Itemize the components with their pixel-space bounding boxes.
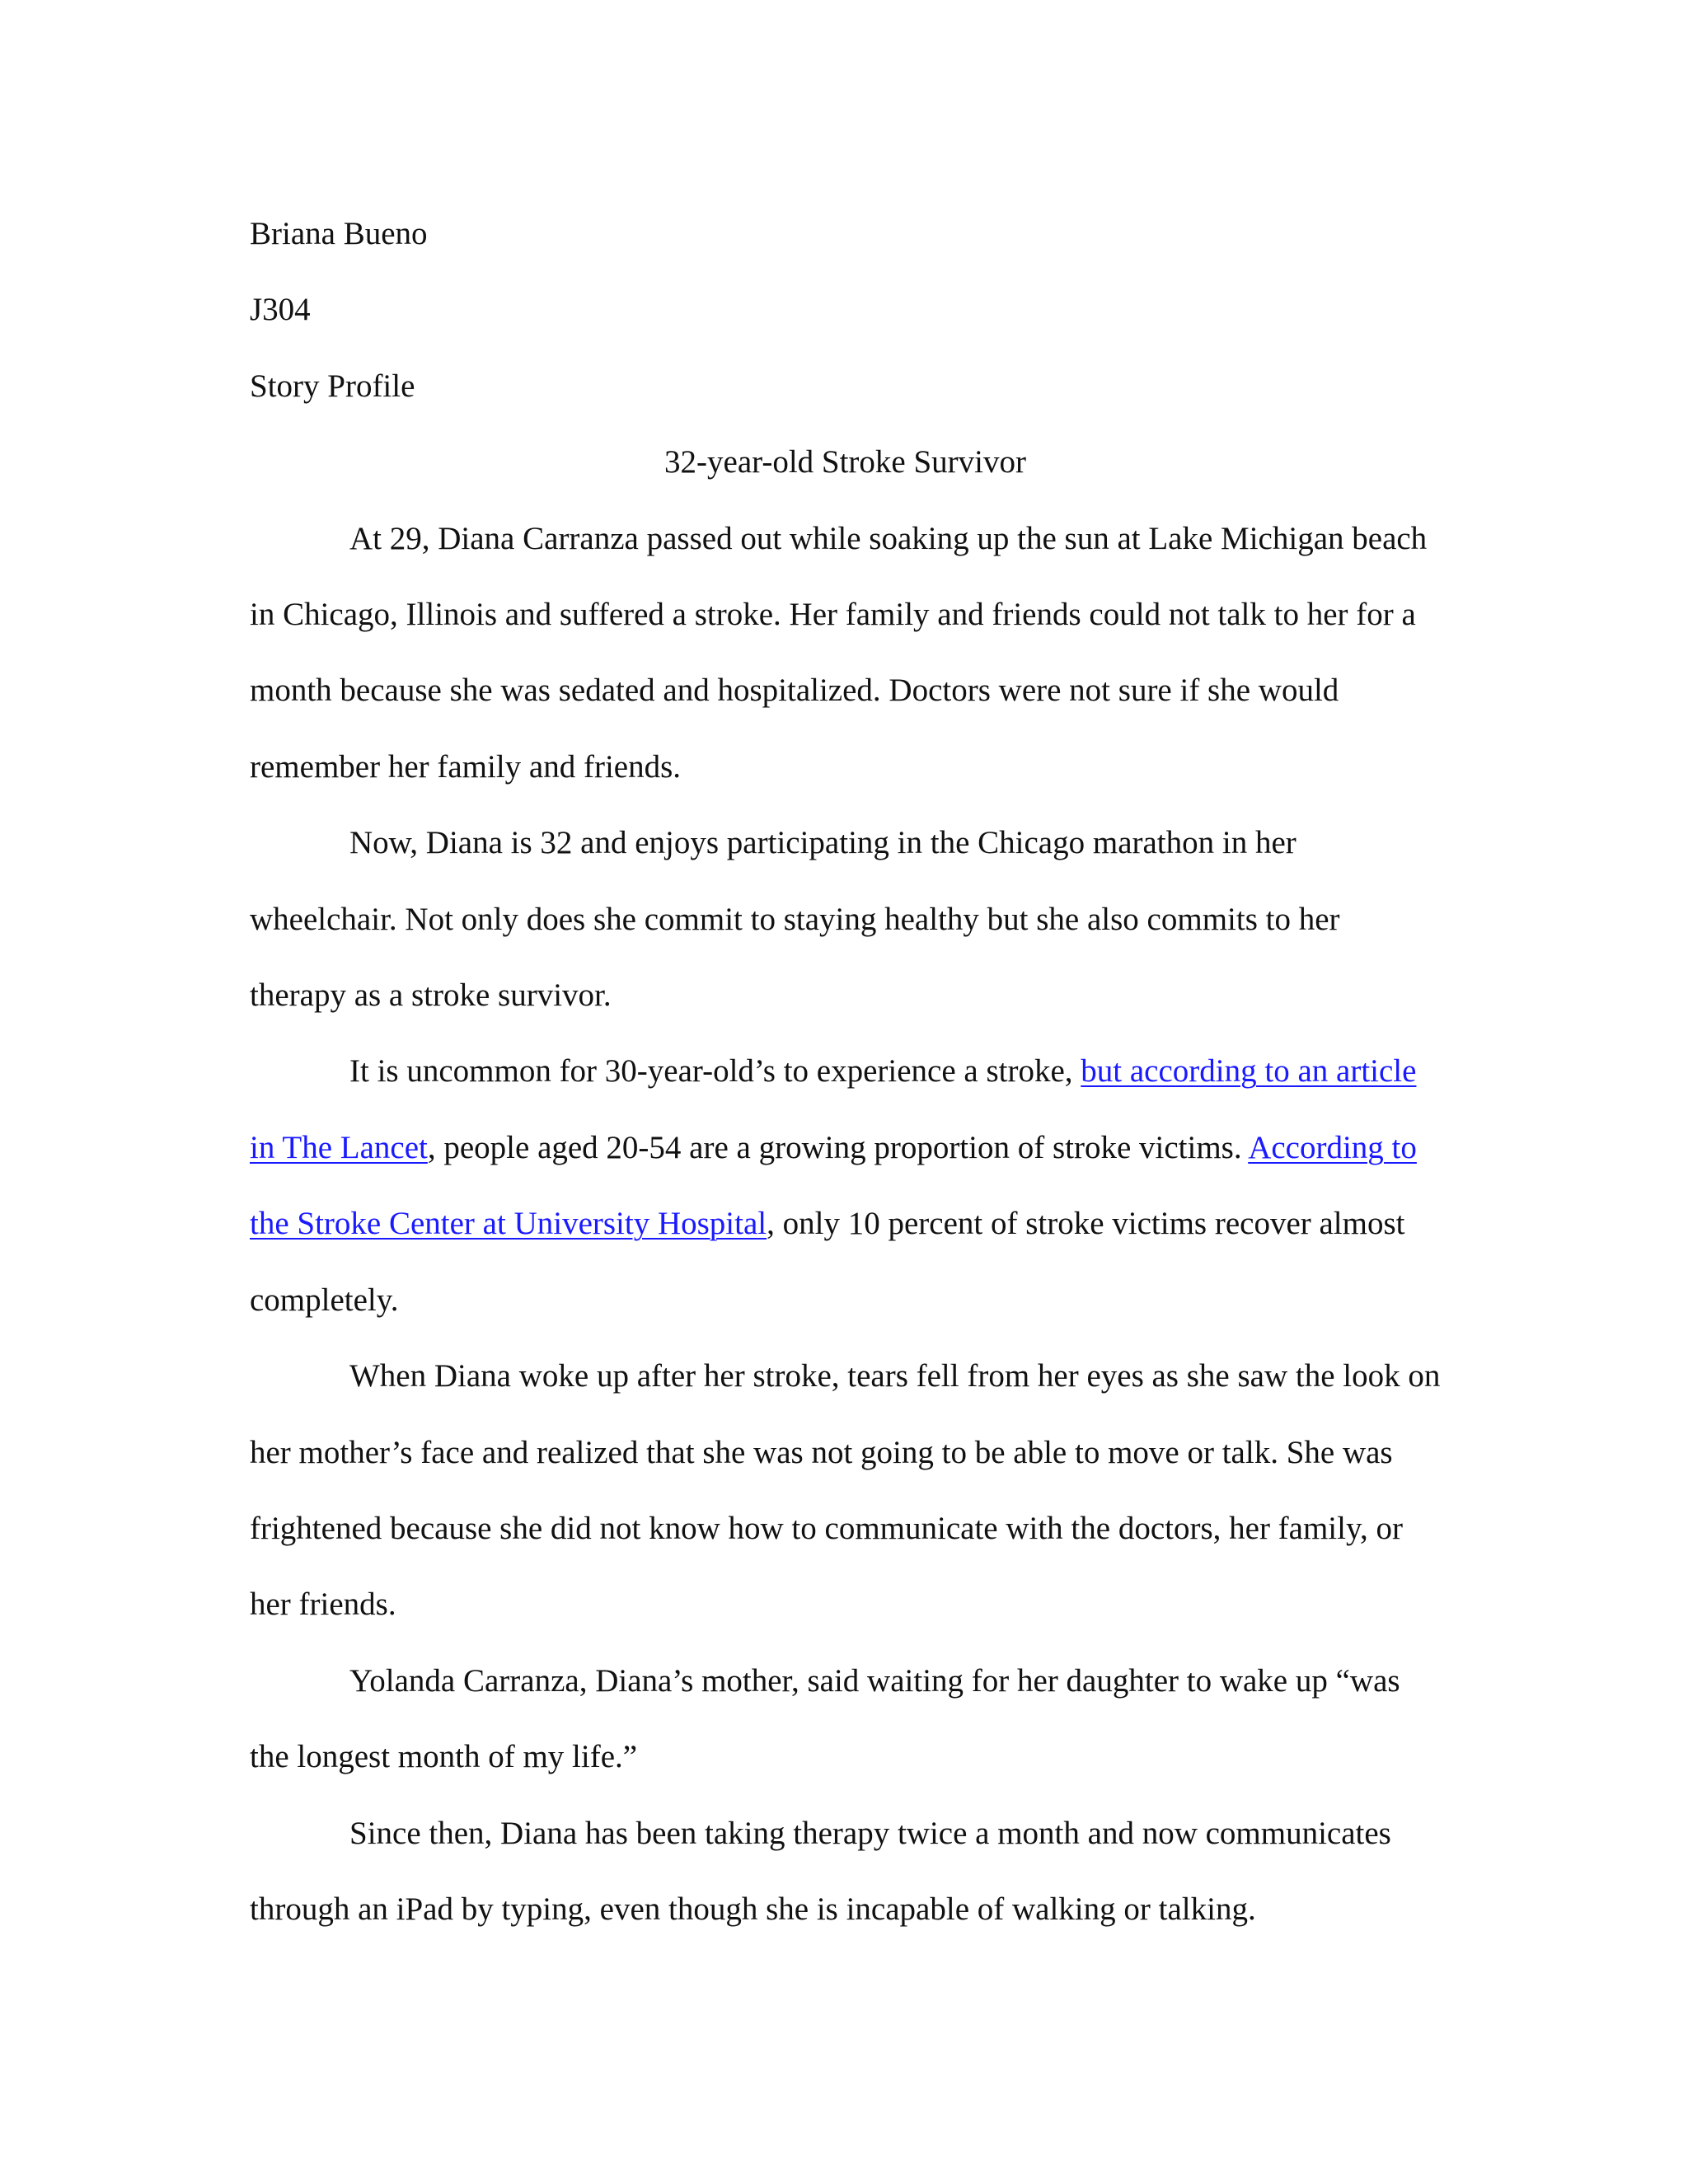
story-title: 32-year-old Stroke Survivor: [664, 444, 1026, 480]
author-name: Briana Bueno: [250, 216, 428, 251]
document-page: [250, 196, 1441, 1947]
paragraph-3: [250, 1033, 1441, 1338]
paragraph-3-end: , only 10 percent of stroke victims recover almost completely.: [250, 1206, 1405, 1318]
paragraph-3-intro: It is uncommon for 30-year-old’s to experience a stroke,: [349, 1053, 1081, 1090]
paragraph-2: Now, Diana is 32 and enjoys participating in the Chicago marathon in her wheelchair. Not only does she commit to staying healthy but she also commits to her therapy as a stroke survivor.: [250, 825, 1340, 1014]
lancet-article-link[interactable]: but according to an article in The Lancet: [250, 1053, 1417, 1165]
paragraph-6: Since then, Diana has been taking therapy twice a month and now communicates through an iPad by typing, even though she is incapable of walking or talking.: [250, 1815, 1391, 1927]
paragraph-4: When Diana woke up after her stroke, tears fell from her eyes as she saw the look on her mother’s face and realized that she was not going to be able to move or talk. She was frightened because she did not know how to communicate with the doctors, her family, or her friends.: [250, 1358, 1441, 1623]
paragraph-1: At 29, Diana Carranza passed out while soaking up the sun at Lake Michigan beach in Chicago, Illinois and suffered a stroke. Her family and friends could not talk to her for a month because she was sedated and hospitalized. Doctors were not sure if she would remember her family and friends.: [250, 520, 1428, 785]
stroke-center-link[interactable]: According to the Stroke Center at University Hospital: [250, 1129, 1417, 1242]
paragraph-5: Yolanda Carranza, Diana’s mother, said waiting for her daughter to wake up “was the longest month of my life.”: [250, 1662, 1400, 1775]
assignment-type: Story Profile: [250, 368, 415, 404]
paragraph-3-middle: , people aged 20-54 are a growing proportion of stroke victims.: [427, 1129, 1249, 1165]
course-code: J304: [250, 292, 311, 328]
